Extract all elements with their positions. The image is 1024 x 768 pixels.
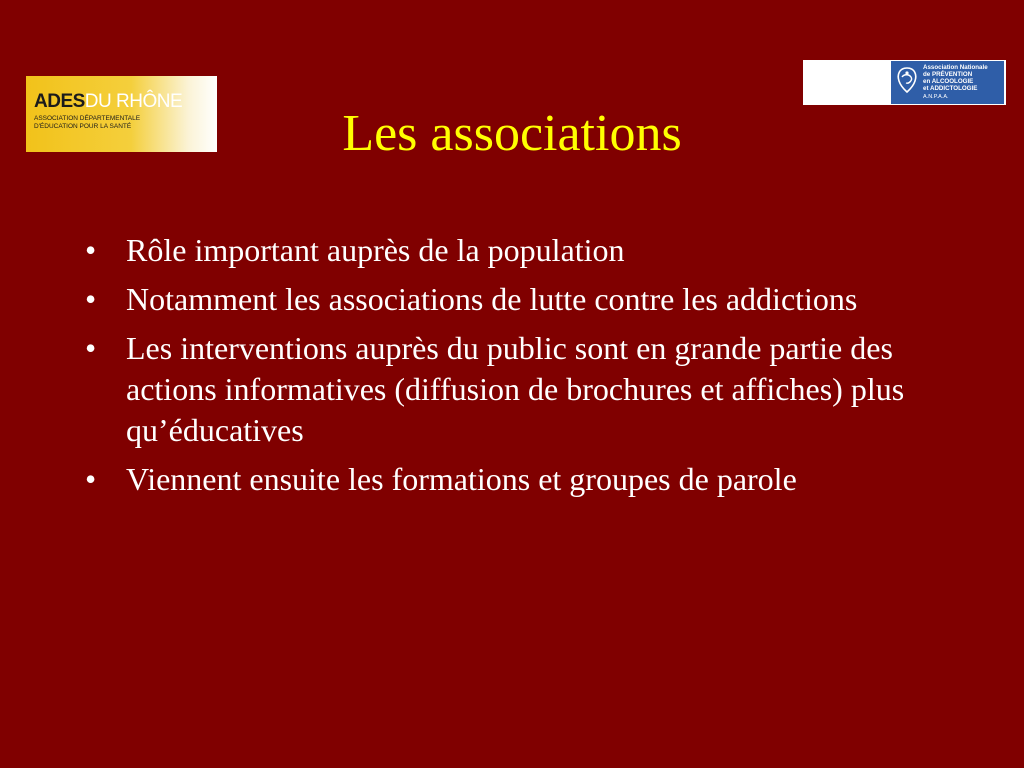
anpaa-emblem-icon (894, 65, 920, 95)
bullet-item (85, 459, 945, 500)
anpaa-logo (803, 60, 1006, 105)
bullet-icon: • (85, 281, 97, 317)
bullet-text: Les interventions auprès du public sont en grande partie des actions informatives (diffusion de brochures et affiches) plus qu’éducatives (126, 330, 905, 448)
bullet-list (85, 230, 945, 508)
slide-title: Les associations (342, 105, 682, 162)
ades-wordmark-part1: ADES (34, 91, 85, 112)
bullet-text: Rôle important auprès de la population (126, 232, 625, 268)
bullet-text: Viennent ensuite les formations et groupes de parole (126, 461, 797, 497)
ades-subtitle: ASSOCIATION DÉPARTEMENTALE D'ÉDUCATION POUR LA SANTÉ (34, 115, 141, 130)
bullet-icon: • (85, 461, 97, 497)
bullet-text: Notamment les associations de lutte contre les addictions (126, 281, 858, 317)
ades-wordmark-part2: DU RHÔNE (84, 91, 183, 112)
bullet-icon: • (85, 330, 97, 366)
anpaa-logo-panel (891, 61, 1004, 104)
anpaa-org-name: Association Nationale de PRÉVENTION en ALCOOLOGIE et ADDICTOLOGIE (923, 64, 988, 92)
bullet-icon: • (85, 232, 97, 268)
bullet-item (85, 279, 945, 320)
bullet-item (85, 230, 945, 271)
bullet-item (85, 328, 945, 451)
anpaa-acronym: A.N.P.A.A. (923, 94, 949, 100)
